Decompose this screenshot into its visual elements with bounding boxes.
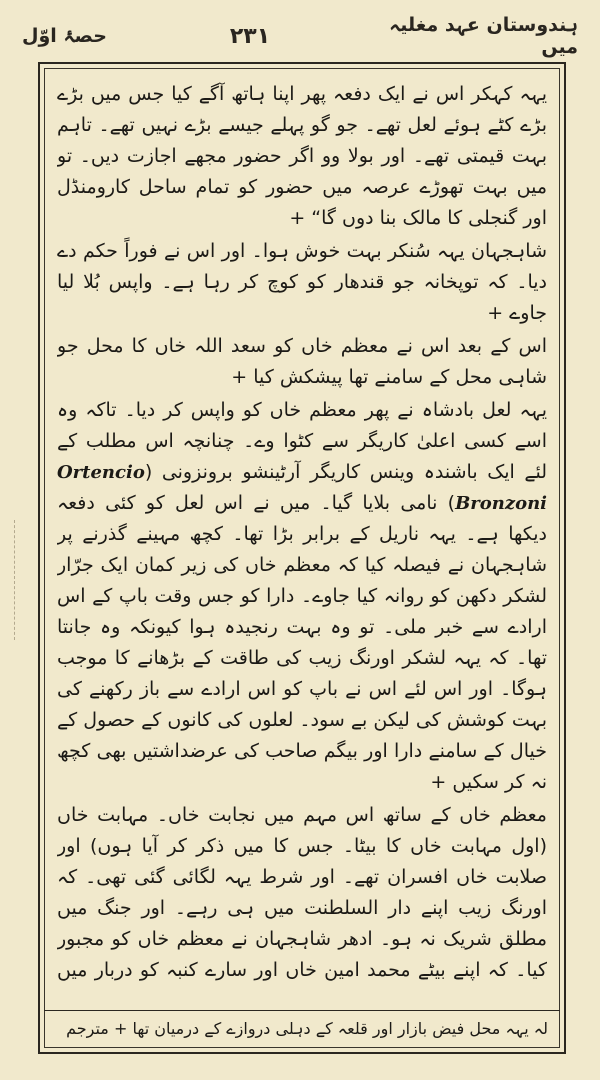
paragraph: معظم خاں کے ساتھ اس مہم میں نجابت خاں۔ مہابت خاں (اول مہابت خاں کا بیٹا۔ جس کا میں ذکر کر آیا ہوں) اور صلابت خاں افسران تھے۔ اور شرط یہہ لگائی گئی تھی۔ کہ اورنگ زیب اپنے دار السلطنت میں ہی رہے۔ اور جنگ میں مطلق شریک نہ ہو۔ ادھر شاہجہان نے معظم خاں کو مجبور کیا۔ کہ اپنے بیٹے محمد امین خاں اور سارے کنبہ کو دربار میں <box>57 804 547 981</box>
footnote: لہ یہہ محل فیض بازار اور قلعہ کے دہلی دروازے کے درمیان تھا + مترجم <box>66 1019 548 1038</box>
page-header <box>22 14 578 58</box>
main-text <box>57 79 547 982</box>
page-border-inner <box>44 68 560 1048</box>
part-label: حصۂ اوّل <box>22 25 107 47</box>
running-title: ہندوستان عہد مغلیہ میں <box>389 14 578 58</box>
margin-mark <box>14 520 29 640</box>
paragraph: یہہ لعل بادشاہ نے پھر معظم خاں کو واپس کر دیا۔ تاکہ وہ اسے کسی اعلیٰ کاریگر سے کٹوا وے۔ چنانچہ اس مطلب کے لئے ایک باشندہ وینس کاریگر آرٹینشو برونزونی (Ortencio Bronzoni) نامی بلایا گیا۔ میں نے اس لعل کو کئی دفعہ دیکھا ہے۔ یہہ ناریل کے برابر بڑا تھا۔ کچھ مہینے گذرنے پر شاہجہان نے فیصلہ کیا کہ معظم خاں کی زیر کمان ایک جرّار لشکر دکھن کو روانہ کیا جاوے۔ دارا کو جس وقت باپ کے اس ارادے سے خبر ملی۔ تو وہ بہت رنجیدہ ہوا کیونکہ وہ جانتا تھا۔ کہ یہہ لشکر اورنگ زیب کی طاقت کے بڑھانے کا موجب ہوگا۔ اور اس لئے اس نے باپ کو اس ارادے سے باز رکھنے کی بہت کوشش کی لیکن بے سود۔ لعلوں کی کانوں کے حصول کے خیال کے سامنے دارا اور بیگم صاحب کی عرضداشتیں بھی کچھ نہ کر سکیں + <box>57 399 547 793</box>
latin-name: Ortencio Bronzoni <box>57 462 547 514</box>
paragraph-part: نامی بلایا گیا۔ میں نے اس لعل کو کئی دفعہ دیکھا ہے۔ یہہ ناریل کے برابر بڑا تھا۔ کچھ مہینے گذرنے پر شاہجہان نے فیصلہ کیا کہ معظم خاں کی زیر کمان ایک جرّار لشکر دکھن کو روانہ کیا جاوے۔ دارا کو جس وقت باپ کے اس ارادے سے خبر ملی۔ تو وہ بہت رنجیدہ ہوا کیونکہ وہ جانتا تھا۔ کہ یہہ لشکر اورنگ زیب کی طاقت کے بڑھانے کا موجب ہوگا۔ اور اس لئے اس نے باپ کو اس ارادے سے باز رکھنے کی بہت کوشش کی لیکن بے سود۔ لعلوں کی کانوں کے حصول کے خیال کے سامنے دارا اور بیگم صاحب کی عرضداشتیں بھی کچھ نہ کر سکیں + <box>57 492 547 793</box>
paragraph: اس کے بعد اس نے معظم خاں کو سعد اللہ خاں کا محل جو شاہی محل کے سامنے تھا پیشکش کیا + <box>57 335 547 388</box>
page-number: ۲۳۱ <box>229 23 271 49</box>
footnote-divider <box>44 1010 560 1011</box>
paragraph: شاہجہان یہہ سُنکر بہت خوش ہوا۔ اور اس نے فوراً حکم دے دیا۔ کہ توپخانہ جو قندھار کو کوچ کر رہا ہے۔ واپس بُلا لیا جاوے + <box>57 240 547 324</box>
paragraph: یہہ کہکر اس نے ایک دفعہ پھر اپنا ہاتھ آگے کیا جس میں بڑے بڑے کٹے ہوئے لعل تھے۔ جو گو پہلے جیسے بڑے نہیں تھے۔ تاہم بہت قیمتی تھے۔ اور بولا وو اگر حضور مجھے اجازت دیں۔ تو میں بہت تھوڑے عرصہ میں حضور کو تمام ساحل کارومنڈل اور گنجلی کا مالک بنا دوں گا“ + <box>57 83 547 229</box>
paragraph-part: یہہ لعل بادشاہ نے پھر معظم خاں کو واپس کر دیا۔ تاکہ وہ اسے کسی اعلیٰ کاریگر سے کٹوا وے۔ چنانچہ اس مطلب کے لئے ایک باشندہ وینس کاریگر آرٹینشو برونزونی <box>57 399 547 483</box>
